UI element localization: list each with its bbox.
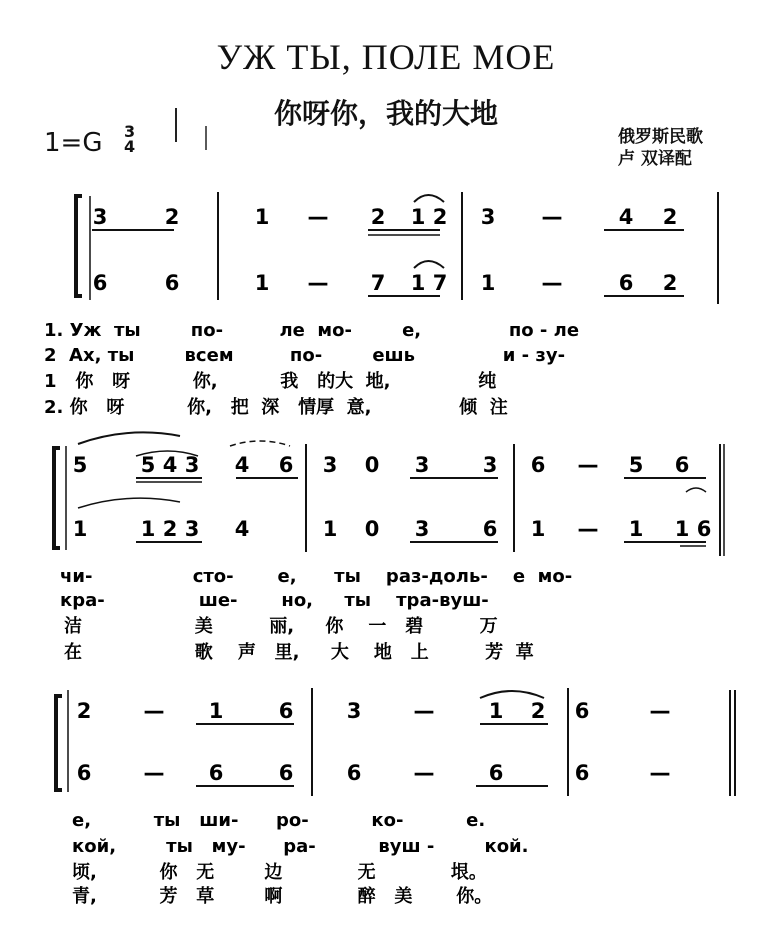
time-signature-top: 3	[124, 122, 136, 141]
lyric-line: чи- сто- е, ты раз-доль- е мо-	[60, 566, 573, 587]
note: 3	[414, 453, 430, 477]
note: 3	[184, 517, 200, 541]
note: 1	[254, 271, 270, 295]
lyric-line: 2 Ах, ты всем по- ешь и - зу-	[44, 345, 566, 366]
note: 2	[530, 699, 546, 723]
note: 4	[234, 517, 250, 541]
note: 1	[72, 517, 88, 541]
note: 1	[530, 517, 546, 541]
note: 6	[488, 761, 504, 785]
dash: —	[577, 517, 599, 541]
dash: —	[307, 271, 329, 295]
note: 3	[92, 205, 108, 229]
note: 2	[370, 205, 386, 229]
note: 6	[696, 517, 712, 541]
note: 2	[662, 271, 678, 295]
dash: —	[577, 453, 599, 477]
note: 6	[618, 271, 634, 295]
note: 1	[674, 517, 690, 541]
note: 6	[278, 761, 294, 785]
note: 4	[618, 205, 634, 229]
note: 1	[410, 205, 426, 229]
dash: —	[413, 761, 435, 785]
lyric-line: 洁 美 丽, 你 一 碧 万	[64, 616, 498, 637]
note: 2	[162, 517, 178, 541]
note: 7	[432, 271, 448, 295]
system-2	[54, 432, 724, 663]
lyric-line: 1. Уж ты по- ле мо- е, по - ле	[44, 320, 580, 341]
dash: —	[307, 205, 329, 229]
lyric-line: 青, 芳 草 啊 醉 美 你。	[72, 886, 493, 907]
note: 6	[164, 271, 180, 295]
note: 5	[72, 453, 88, 477]
note: 3	[482, 453, 498, 477]
lyric-line: 1 你 呀 你, 我 的大 地, 纯	[44, 371, 497, 392]
note: 0	[364, 453, 380, 477]
lyric-line: 顷, 你 无 边 无 垠。	[72, 862, 487, 883]
note: 6	[674, 453, 690, 477]
note: 1	[254, 205, 270, 229]
note: 1	[488, 699, 504, 723]
note: 6	[278, 699, 294, 723]
note: 7	[370, 271, 386, 295]
note: 2	[164, 205, 180, 229]
system-3	[56, 688, 735, 907]
note: 1	[322, 517, 338, 541]
title-russian: УЖ ТЫ, ПОЛЕ МОЕ	[216, 37, 556, 77]
note: 4	[234, 453, 250, 477]
dash: —	[649, 699, 671, 723]
time-signature-bottom: 4	[124, 137, 136, 156]
note: 3	[184, 453, 200, 477]
lyric-line: кра- ше- но, ты тра-вуш-	[60, 590, 489, 611]
lyric-line: 2. 你 呀 你, 把 深 情厚 意, 倾 注	[44, 397, 508, 418]
system-1	[44, 192, 718, 418]
lyric-line: 在 歌 声 里, 大 地 上 芳 草	[64, 642, 534, 663]
note: 2	[662, 205, 678, 229]
key-signature: 1=G	[44, 128, 103, 158]
dash: —	[541, 271, 563, 295]
note: 1	[410, 271, 426, 295]
credit-origin: 俄罗斯民歌	[618, 127, 703, 147]
note: 6	[278, 453, 294, 477]
note: 6	[92, 271, 108, 295]
note: 1	[628, 517, 644, 541]
note: 6	[530, 453, 546, 477]
note: 6	[574, 699, 590, 723]
note: 6	[346, 761, 362, 785]
note: 1	[480, 271, 496, 295]
note: 3	[414, 517, 430, 541]
note: 6	[208, 761, 224, 785]
note: 2	[432, 205, 448, 229]
lyric-line: е, ты ши- ро- ко- е.	[72, 810, 486, 831]
note: 3	[480, 205, 496, 229]
note: 5	[628, 453, 644, 477]
title-chinese: 你呀你，我的大地	[273, 97, 498, 130]
note: 4	[162, 453, 178, 477]
note: 6	[76, 761, 92, 785]
note: 0	[364, 517, 380, 541]
note: 2	[76, 699, 92, 723]
lyric-line: кой, ты му- ра- вуш - кой.	[72, 836, 529, 857]
note: 6	[574, 761, 590, 785]
dash: —	[143, 699, 165, 723]
note: 1	[208, 699, 224, 723]
dash: —	[649, 761, 671, 785]
credit-translator: 卢 双译配	[618, 149, 692, 169]
note: 6	[482, 517, 498, 541]
dash: —	[541, 205, 563, 229]
note: 5	[140, 453, 156, 477]
dash: —	[413, 699, 435, 723]
note: 1	[140, 517, 156, 541]
dash: —	[143, 761, 165, 785]
note: 3	[322, 453, 338, 477]
note: 3	[346, 699, 362, 723]
